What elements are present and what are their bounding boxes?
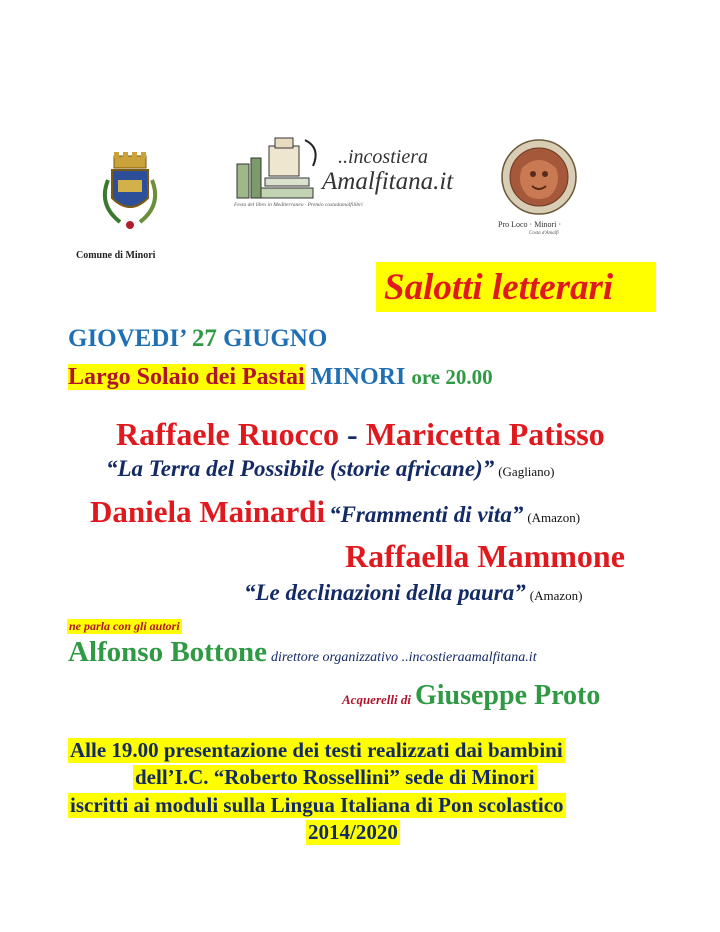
- authors-line-1: [116, 416, 605, 453]
- comune-caption: Comune di Minori: [76, 250, 156, 261]
- author-dash: -: [347, 416, 358, 452]
- incostiera-books-icon: [235, 136, 325, 200]
- comune-crest-logo: [90, 150, 170, 250]
- author-ruocco: Raffaele Ruocco: [116, 416, 340, 452]
- book-line-1: [106, 456, 555, 482]
- event-time: ore 20.00: [411, 365, 493, 389]
- proloco-caption: Pro Loco · Minori ·: [498, 220, 562, 229]
- book-3-title: “Le declinazioni della paura”: [244, 580, 526, 605]
- proloco-seal-logo: [500, 138, 578, 216]
- author-mammone: Raffaella Mammone: [345, 538, 625, 574]
- book-2-title: “Frammenti di vita”: [329, 502, 524, 527]
- book-3-publisher: (Amazon): [529, 588, 583, 603]
- proloco-sub: Costa d'Amalfi: [529, 231, 559, 236]
- event-date: [68, 325, 327, 353]
- book-1-title: “La Terra del Possibile (storie africane)”: [106, 456, 495, 481]
- book-1-publisher: (Gagliano): [498, 464, 555, 479]
- event-title-text: Salotti letterari: [384, 267, 614, 308]
- book-2-publisher: (Amazon): [527, 510, 581, 525]
- artist-intro: Acquerelli di: [342, 692, 411, 707]
- event-place-line: [68, 364, 493, 391]
- moderator-role: direttore organizzativo ..incostieraamalfitana.it: [270, 650, 537, 665]
- incostiera-tagline: Festa del libro in Mediterraneo · Premio costadamalfilibri: [234, 202, 363, 208]
- moderator-intro: ne parla con gli autori: [69, 619, 180, 633]
- footer-line-1: Alle 19.00 presentazione dei testi realizzati dai bambini: [70, 738, 563, 762]
- author-patisso: Maricetta Patisso: [365, 416, 605, 452]
- event-town: MINORI: [310, 364, 406, 390]
- event-date-num: 27: [191, 325, 217, 352]
- event-day: GIOVEDI’: [68, 325, 186, 352]
- book-line-3: [244, 580, 582, 606]
- authors-line-2: [90, 494, 580, 530]
- event-month: GIUGNO: [223, 325, 328, 352]
- moderator-line: [68, 636, 537, 669]
- author-mainardi: Daniela Mainardi: [90, 494, 326, 529]
- footer-line-2: dell’I.C. “Roberto Rossellini” sede di Minori: [135, 765, 535, 789]
- incostiera-line2: Amalfitana.it: [322, 168, 454, 195]
- incostiera-line1: ..incostiera: [338, 146, 428, 168]
- event-place: Largo Solaio dei Pastai: [68, 364, 305, 390]
- moderator-name: Alfonso Bottone: [68, 636, 267, 668]
- artist-line: [342, 680, 600, 712]
- artist-name: Giuseppe Proto: [414, 680, 601, 711]
- footer-line-3: iscritti ai moduli sulla Lingua Italiana di Pon scolastico: [70, 793, 564, 817]
- footer-line-4: 2014/2020: [308, 820, 398, 844]
